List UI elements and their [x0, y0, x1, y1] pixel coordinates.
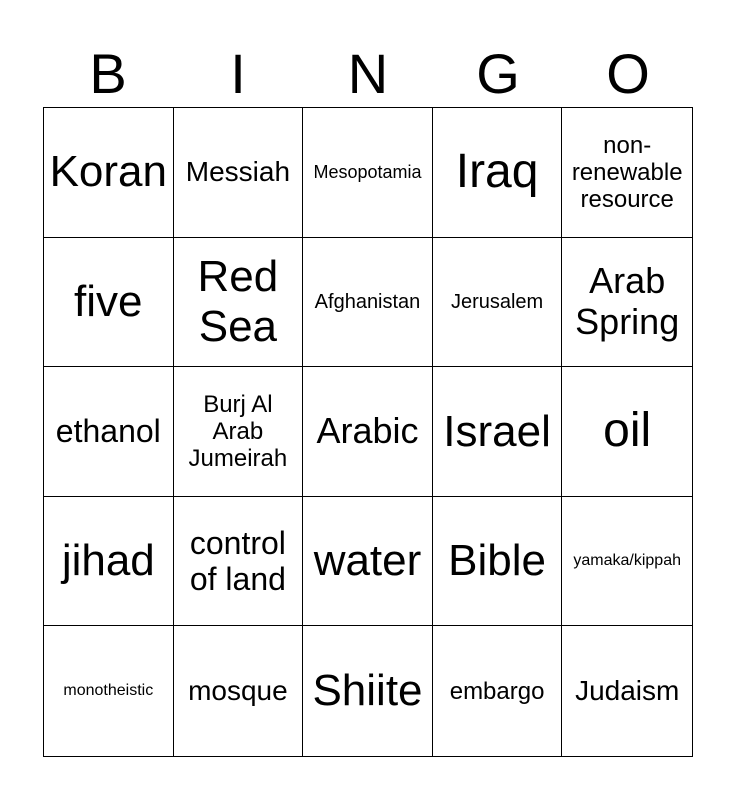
- bingo-cell-r4-c4[interactable]: [562, 626, 692, 756]
- cell-label: yamaka/kippah: [573, 552, 681, 570]
- cell-label: five: [74, 277, 143, 327]
- cell-label: embargo: [449, 677, 545, 705]
- bingo-cell-r1-c1[interactable]: [174, 238, 304, 368]
- bingo-cell-r4-c1[interactable]: [174, 626, 304, 756]
- bingo-cell-r1-c3[interactable]: [433, 238, 563, 368]
- cell-label: Afghanistan: [314, 290, 421, 313]
- cell-label: Bible: [448, 536, 547, 586]
- bingo-cell-r2-c2[interactable]: [303, 367, 433, 497]
- bingo-cell-r0-c4[interactable]: [562, 108, 692, 238]
- cell-label: ethanol: [55, 413, 161, 450]
- cell-label: control of land: [189, 524, 286, 598]
- cell-label: non-renewable resource: [571, 131, 683, 213]
- cell-label: Arabic: [316, 410, 419, 452]
- bingo-cell-r3-c1[interactable]: [174, 497, 304, 627]
- cell-label: Iraq: [455, 145, 539, 199]
- bingo-cell-r2-c3[interactable]: [433, 367, 563, 497]
- bingo-cell-r0-c3[interactable]: [433, 108, 563, 238]
- bingo-grid: [43, 107, 693, 757]
- cell-label: Arab Spring: [575, 260, 680, 342]
- bingo-cell-r3-c4[interactable]: [562, 497, 692, 627]
- bingo-cell-r4-c3[interactable]: [433, 626, 563, 756]
- cell-label: oil: [603, 404, 652, 458]
- cell-label: Judaism: [575, 675, 680, 707]
- bingo-cell-r3-c2[interactable]: [303, 497, 433, 627]
- cell-label: Mesopotamia: [313, 162, 422, 183]
- bingo-cell-r3-c3[interactable]: [433, 497, 563, 627]
- bingo-header: [43, 40, 693, 108]
- header-letter-o: O: [606, 42, 650, 105]
- cell-label: Shiite: [312, 666, 423, 716]
- bingo-cell-r3-c0[interactable]: [44, 497, 174, 627]
- cell-label: Israel: [443, 406, 551, 456]
- bingo-cell-r0-c0[interactable]: [44, 108, 174, 238]
- cell-label: Burj Al Arab Jumeirah: [188, 390, 288, 473]
- bingo-cell-r4-c0[interactable]: [44, 626, 174, 756]
- cell-label: Messiah: [185, 156, 291, 188]
- header-letter-g: G: [476, 42, 520, 105]
- bingo-cell-r4-c2[interactable]: [303, 626, 433, 756]
- cell-label: Red Sea: [197, 252, 279, 351]
- bingo-cell-r0-c1[interactable]: [174, 108, 304, 238]
- cell-label: Jerusalem: [450, 290, 544, 313]
- cell-label: monotheistic: [63, 682, 154, 700]
- bingo-cell-r2-c1[interactable]: [174, 367, 304, 497]
- header-letter-b: B: [89, 42, 127, 105]
- bingo-cell-r2-c0[interactable]: [44, 367, 174, 497]
- cell-label: jihad: [61, 536, 155, 586]
- bingo-cell-r1-c0[interactable]: [44, 238, 174, 368]
- bingo-cell-r0-c2[interactable]: [303, 108, 433, 238]
- header-letter-i: I: [230, 42, 246, 105]
- cell-label: Koran: [49, 147, 167, 197]
- bingo-cell-r2-c4[interactable]: [562, 367, 692, 497]
- cell-label: mosque: [188, 675, 288, 707]
- cell-label: water: [313, 536, 422, 586]
- bingo-cell-r1-c2[interactable]: [303, 238, 433, 368]
- header-letter-n: N: [347, 42, 389, 105]
- bingo-cell-r1-c4[interactable]: [562, 238, 692, 368]
